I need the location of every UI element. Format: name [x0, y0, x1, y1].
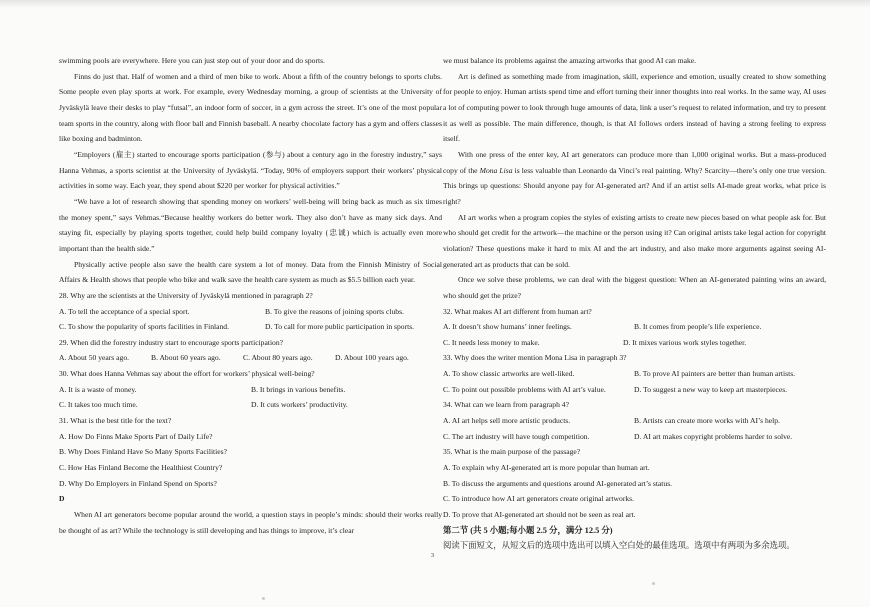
option-28d: D. To call for more public participation in sports.	[265, 322, 415, 332]
scan-speck	[652, 582, 655, 585]
option-34c: C. The art industry will have tough competition.	[443, 431, 590, 441]
passage-d-paragraph-5: Once we solve these problems, we can deal with the biggest question: When an AI-generated painting wins an award, who should get the prize?	[443, 275, 826, 300]
option-33b: B. To prove AI painters are better than human artists.	[634, 369, 796, 379]
option-28a: A. To tell the acceptance of a special sport.	[59, 306, 190, 316]
passage-d-paragraph-3	[443, 147, 826, 210]
option-35c: C. To introduce how AI art generators create original artworks.	[443, 494, 635, 504]
option-29a: A. About 50 years ago.	[59, 353, 130, 363]
option-31b: B. Why Does Finland Have So Many Sports Facilities?	[59, 447, 227, 457]
option-29c: C. About 80 years ago.	[243, 353, 313, 363]
question-31: 31. What is the best title for the text?	[59, 416, 172, 426]
option-31c: C. How Has Finland Become the Healthiest Country?	[59, 463, 223, 473]
passage-d-paragraph-4: AI art works when a program copies the styles of existing artists to create new pieces based on what people ask for. But who should get credit for the artwork—the machine or the person using it? Can original artists take legal action for copyright violation? These questions make it hard to mix AI and the art industry, and also make more arguments against seeing AI-generated art as products that can be sold.	[443, 212, 826, 269]
section-2-heading: 第二节 (共 5 小题;每小题 2.5 分，满分 12.5 分)	[443, 525, 613, 535]
passage-c-paragraph-5: Physically active people also save the health care system a lot of money. Data from the Finnish Ministry of Social Affairs & Health shows that people who bike and walk save the health care system as much as $5.5 billion each year.	[59, 259, 442, 285]
section-2-instructions: 阅读下面短文，从短文后的选项中选出可以填入空白处的最佳选项。选项中有两项为多余选项。	[443, 541, 795, 551]
passage-d-paragraph-1: When AI art generators become popular around the world, a question stays in people’s minds: should their works really be thought of as art? While the technology is still developing and has things to improve, it’s clear	[59, 510, 442, 535]
passage-d-paragraph-2: Art is defined as something made from imagination, skill, experience and emotion, usually created to show something for people to enjoy. Human artists spend time and effort turning their inner thoughts into real works. In the same way, AI uses a lot of computing power to look through huge amounts of data, link a user’s request to related information, and try to present it as well as possible. The main difference, though, is that AI follows orders instead of having a strong feeling to express itself.	[443, 71, 826, 144]
option-30c: C. It takes too much time.	[59, 400, 138, 410]
scan-speck	[262, 597, 265, 600]
right-column	[443, 53, 826, 554]
question-34-options-cd	[443, 429, 826, 445]
passage-d-paragraph-3-part-2: is less valuable than Leonardo da Vinci’s real painting. Why? Scarcity—there’s only one true version. This brings up questions: Should anyone pay for AI-generated art? And if an artist sells AI-made great works, what price is right?	[443, 165, 827, 206]
option-33d: D. To suggest a new way to keep art masterpieces.	[634, 384, 788, 394]
passage-c-paragraph-1: swimming pools are everywhere. Here you can just step out of your door and do sports.	[59, 56, 325, 65]
question-30-options-cd	[59, 397, 442, 413]
question-33-options-ab	[443, 366, 826, 382]
scan-shadow	[0, 0, 870, 8]
section-d-heading: D	[59, 494, 65, 504]
option-29b: B. About 60 years ago.	[151, 353, 221, 363]
option-33c: C. To point out possible problems with AI art’s value.	[443, 384, 606, 394]
option-32a: A. It doesn’t show humans’ inner feelings.	[443, 322, 572, 332]
passage-d-paragraph-3-part-1: With one press of the enter key, AI art generators can produce more than 1,000 original works. But a mass-produced copy of the	[443, 149, 826, 175]
option-34b: B. Artists can create more works with AI’s help.	[634, 416, 780, 426]
passage-c-paragraph-4: “We have a lot of research showing that spending money on workers’ well-being will bring back as much as six times the money spent,” says Vehmas.“Because healthy workers do better work. They also don’t have as many sick days. And staying fit, especially by playing sports together, could help build company loyalty (忠诚) which is actually even more important than the health side.”	[59, 196, 442, 253]
option-34a: A. AI art helps sell more artistic products.	[443, 416, 571, 426]
option-35a: A. To explain why AI-generated art is more popular than human art.	[443, 463, 650, 473]
option-32b: B. It comes from people’s life experience.	[634, 322, 762, 332]
option-30a: A. It is a waste of money.	[59, 384, 137, 394]
option-29d: D. About 100 years ago.	[335, 353, 409, 363]
question-32: 32. What makes AI art different from human art?	[443, 306, 592, 316]
question-28-options-cd	[59, 319, 442, 335]
option-30b: B. It brings in various benefits.	[251, 384, 346, 394]
option-34d: D. AI art makes copyright problems harder to solve.	[634, 431, 793, 441]
mona-lisa-title: Mona Lisa	[479, 165, 513, 175]
question-28-options-ab	[59, 304, 442, 320]
option-30d: D. It cuts workers’ productivity.	[251, 400, 348, 410]
option-35b: B. To discuss the arguments and questions around AI-generated art’s status.	[443, 478, 673, 488]
option-32d: D. It mixes various work styles together.	[623, 337, 747, 347]
question-28: 28. Why are the scientists at the University of Jyväskylä mentioned in paragraph 2?	[59, 290, 313, 300]
option-28b: B. To give the reasons of joining sports clubs.	[265, 306, 404, 316]
question-34: 34. What can we learn from paragraph 4?	[443, 400, 569, 410]
left-column	[59, 53, 442, 538]
question-32-options-ab	[443, 319, 826, 335]
question-30: 30. What does Hanna Vehmas say about the effort for workers’ physical well-being?	[59, 369, 315, 379]
question-30-options-ab	[59, 382, 442, 398]
question-33: 33. Why does the writer mention Mona Lisa in paragraph 3?	[443, 353, 627, 363]
passage-c-paragraph-2: Finns do just that. Half of women and a third of men bike to work. About a fifth of the country belongs to sports clubs. Some people even play sports at work. For example, every Wednesday morning, a group of scientists at the University of Jyväskylä leave their desks to play “futsal”, an indoor form of soccer, in a gym across the street. It’s one of the most popular team sports in the country, along with floor ball and Finnish baseball. A nearby chocolate factory has a gym and offers classes like boxing and badminton.	[59, 71, 442, 144]
passage-d-paragraph-1-cont: we must balance its problems against the amazing artworks that good AI can make.	[443, 56, 697, 65]
page-number: 3	[431, 553, 434, 559]
question-29-options	[59, 350, 442, 366]
option-33a: A. To show classic artworks are well-liked.	[443, 369, 575, 379]
question-34-options-ab	[443, 413, 826, 429]
option-31d: D. Why Do Employers in Finland Spend on Sports?	[59, 478, 217, 488]
option-31a: A. How Do Finns Make Sports Part of Daily Life?	[59, 431, 213, 441]
question-32-options-cd	[443, 335, 826, 351]
option-28c: C. To show the popularity of sports facilities in Finland.	[59, 322, 229, 332]
question-35: 35. What is the main purpose of the passage?	[443, 447, 581, 457]
passage-c-paragraph-3: “Employers (雇主) started to encourage sports participation (参与) about a century ago in the forestry industry,” says Hanna Vehmas, a sports scientist at the University of Jyväskylä. “Today, 90% of employers support their workers’ physical activities in some way. Each year, they spend about $220 per worker for physical activities.”	[59, 149, 442, 191]
option-32c: C. It needs less money to make.	[443, 337, 540, 347]
question-29: 29. When did the forestry industry start to encourage sports participation?	[59, 337, 284, 347]
option-35d: D. To prove that AI-generated art should not be seen as real art.	[443, 510, 636, 520]
question-33-options-cd	[443, 382, 826, 398]
